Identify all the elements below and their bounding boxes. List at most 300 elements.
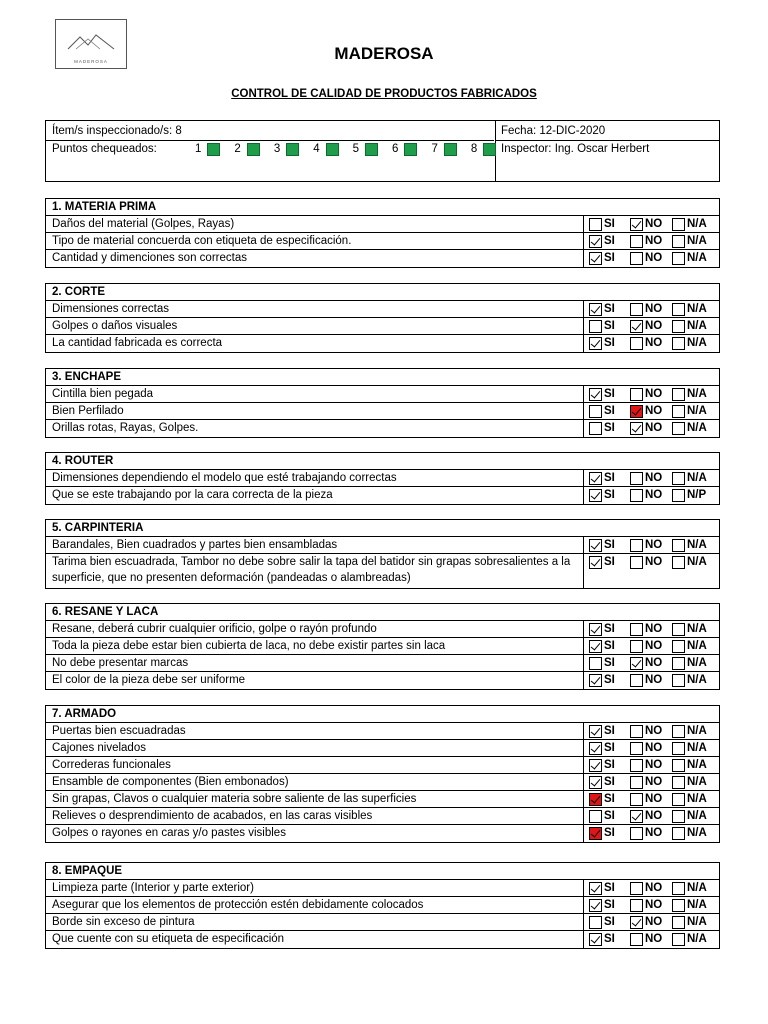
checklist-item-text: Que se este trabajando por la cara correcta de la pieza bbox=[52, 489, 333, 501]
point-item bbox=[313, 142, 338, 156]
option-label: SI bbox=[604, 640, 615, 652]
option-no bbox=[630, 932, 672, 946]
option-label: NO bbox=[645, 623, 663, 635]
row-divider bbox=[583, 216, 584, 232]
checklist-row bbox=[46, 386, 719, 403]
option-label: N/A bbox=[687, 657, 707, 669]
answer-options bbox=[589, 251, 707, 265]
option-label: N/A bbox=[687, 759, 707, 771]
option-na bbox=[672, 809, 707, 823]
checklist-section bbox=[45, 519, 720, 589]
option-label: N/A bbox=[687, 640, 707, 652]
checkbox-si[interactable] bbox=[589, 252, 602, 265]
option-label: N/A bbox=[687, 742, 707, 754]
option-label: SI bbox=[604, 320, 615, 332]
checklist-item-text: No debe presentar marcas bbox=[52, 657, 189, 669]
answer-options bbox=[589, 639, 707, 653]
checkbox-na[interactable] bbox=[672, 539, 685, 552]
option-no bbox=[630, 639, 672, 653]
row-divider bbox=[583, 808, 584, 824]
option-label: SI bbox=[604, 218, 615, 230]
checkbox-si[interactable] bbox=[589, 218, 602, 231]
checklist-row bbox=[46, 791, 719, 808]
point-checkbox[interactable] bbox=[483, 143, 496, 156]
option-label: N/A bbox=[687, 674, 707, 686]
checkbox-na[interactable] bbox=[672, 388, 685, 401]
checkbox-si[interactable] bbox=[589, 539, 602, 552]
checklist-section bbox=[45, 452, 720, 505]
checkbox-na[interactable] bbox=[672, 810, 685, 823]
checklist-item-text: Dimensiones correctas bbox=[52, 303, 169, 315]
option-no bbox=[630, 758, 672, 772]
checkbox-si[interactable] bbox=[589, 742, 602, 755]
option-no bbox=[630, 898, 672, 912]
checkbox-si[interactable] bbox=[589, 472, 602, 485]
option-label: SI bbox=[604, 793, 615, 805]
checkbox-na[interactable] bbox=[672, 489, 685, 502]
row-divider bbox=[583, 757, 584, 773]
row-divider bbox=[583, 537, 584, 553]
answer-options bbox=[589, 336, 707, 350]
checkbox-no[interactable] bbox=[630, 793, 643, 806]
option-label: NO bbox=[645, 405, 663, 417]
checklist-item-text: Daños del material (Golpes, Rayas) bbox=[52, 218, 235, 230]
checkbox-no[interactable] bbox=[630, 742, 643, 755]
checkbox-si[interactable] bbox=[589, 337, 602, 350]
option-label: N/A bbox=[687, 810, 707, 822]
point-number: 8 bbox=[470, 143, 478, 155]
checkbox-no[interactable] bbox=[630, 320, 643, 333]
answer-options bbox=[589, 809, 707, 823]
checkbox-si[interactable] bbox=[589, 882, 602, 895]
checkbox-no[interactable] bbox=[630, 472, 643, 485]
checkbox-no[interactable] bbox=[630, 759, 643, 772]
checkbox-si[interactable] bbox=[589, 657, 602, 670]
option-label: N/A bbox=[687, 218, 707, 230]
section-title: 1. MATERIA PRIMA bbox=[46, 199, 719, 216]
checkbox-na[interactable] bbox=[672, 725, 685, 738]
option-label: SI bbox=[604, 776, 615, 788]
checklist-item-text: Tipo de material concuerda con etiqueta de especificación. bbox=[52, 235, 352, 247]
row-divider bbox=[583, 672, 584, 689]
point-item bbox=[471, 142, 496, 156]
checklist-row bbox=[46, 723, 719, 740]
point-checkbox[interactable] bbox=[286, 143, 299, 156]
checklist-item-text: Ensamble de componentes (Bien embonados) bbox=[52, 776, 289, 788]
checkbox-no[interactable] bbox=[630, 405, 643, 418]
checkbox-no[interactable] bbox=[630, 827, 643, 840]
checkbox-na[interactable] bbox=[672, 742, 685, 755]
checkbox-no[interactable] bbox=[630, 303, 643, 316]
option-label: N/A bbox=[687, 303, 707, 315]
option-label: NO bbox=[645, 776, 663, 788]
checkbox-na[interactable] bbox=[672, 303, 685, 316]
option-na bbox=[672, 555, 707, 569]
answer-options bbox=[589, 217, 707, 231]
answer-options bbox=[589, 932, 707, 946]
option-label: SI bbox=[604, 916, 615, 928]
option-label: NO bbox=[645, 674, 663, 686]
option-label: SI bbox=[604, 674, 615, 686]
checklist-row bbox=[46, 233, 719, 250]
option-na bbox=[672, 673, 707, 687]
option-label: SI bbox=[604, 899, 615, 911]
option-label: SI bbox=[604, 489, 615, 501]
row-divider bbox=[583, 791, 584, 807]
answer-options bbox=[589, 387, 707, 401]
checkbox-na[interactable] bbox=[672, 933, 685, 946]
checkbox-si[interactable] bbox=[589, 933, 602, 946]
checkbox-na[interactable] bbox=[672, 422, 685, 435]
checkbox-na[interactable] bbox=[672, 916, 685, 929]
answer-options bbox=[589, 421, 707, 435]
row-divider bbox=[583, 301, 584, 317]
checkbox-na[interactable] bbox=[672, 674, 685, 687]
option-na bbox=[672, 792, 707, 806]
option-label: SI bbox=[604, 388, 615, 400]
checkbox-no[interactable] bbox=[630, 489, 643, 502]
checkbox-na[interactable] bbox=[672, 472, 685, 485]
option-no bbox=[630, 319, 672, 333]
checkbox-no[interactable] bbox=[630, 674, 643, 687]
row-divider bbox=[583, 655, 584, 671]
checkbox-na[interactable] bbox=[672, 759, 685, 772]
checkbox-no[interactable] bbox=[630, 657, 643, 670]
checkbox-si[interactable] bbox=[589, 489, 602, 502]
option-na bbox=[672, 319, 707, 333]
checkbox-si[interactable] bbox=[589, 759, 602, 772]
checklist-row bbox=[46, 487, 719, 504]
page-title: MADEROSA bbox=[334, 44, 434, 63]
checklist-item-text: Golpes o daños visuales bbox=[52, 320, 178, 332]
option-label: N/A bbox=[687, 337, 707, 349]
point-checkbox[interactable] bbox=[247, 143, 260, 156]
row-divider bbox=[583, 740, 584, 756]
checkbox-no[interactable] bbox=[630, 235, 643, 248]
option-si bbox=[589, 387, 630, 401]
checkbox-no[interactable] bbox=[630, 916, 643, 929]
checkbox-no[interactable] bbox=[630, 252, 643, 265]
checklist-item-text: Cintilla bien pegada bbox=[52, 388, 154, 400]
point-checkbox[interactable] bbox=[444, 143, 457, 156]
option-na bbox=[672, 639, 707, 653]
checklist-section bbox=[45, 603, 720, 690]
row-divider bbox=[583, 554, 584, 588]
option-si bbox=[589, 792, 630, 806]
option-label: NO bbox=[645, 759, 663, 771]
point-item bbox=[274, 142, 299, 156]
checklist-row bbox=[46, 880, 719, 897]
option-label: N/A bbox=[687, 320, 707, 332]
option-si bbox=[589, 319, 630, 333]
answer-options bbox=[589, 673, 707, 687]
checkbox-si[interactable] bbox=[589, 827, 602, 840]
option-label: SI bbox=[604, 422, 615, 434]
option-si bbox=[589, 775, 630, 789]
checklist-row bbox=[46, 655, 719, 672]
point-checkbox[interactable] bbox=[404, 143, 417, 156]
option-na bbox=[672, 488, 706, 502]
option-no bbox=[630, 302, 672, 316]
checklist-row bbox=[46, 825, 719, 842]
point-number: 5 bbox=[352, 143, 360, 155]
option-si bbox=[589, 809, 630, 823]
option-no bbox=[630, 881, 672, 895]
point-number: 7 bbox=[431, 143, 438, 155]
option-si bbox=[589, 673, 630, 687]
row-divider bbox=[583, 318, 584, 334]
section-title: 2. CORTE bbox=[46, 284, 719, 301]
row-divider bbox=[583, 638, 584, 654]
point-number: 2 bbox=[234, 143, 241, 155]
section-title: 3. ENCHAPE bbox=[46, 369, 719, 386]
answer-options bbox=[589, 471, 707, 485]
option-label: N/A bbox=[687, 899, 707, 911]
option-label: N/A bbox=[687, 556, 707, 568]
option-label: NO bbox=[645, 899, 663, 911]
option-label: N/A bbox=[687, 882, 707, 894]
option-no bbox=[630, 404, 672, 418]
option-na bbox=[672, 758, 707, 772]
option-si bbox=[589, 932, 630, 946]
option-label: NO bbox=[645, 422, 663, 434]
option-na bbox=[672, 234, 707, 248]
section-title: 5. CARPINTERIA bbox=[46, 520, 719, 537]
checkbox-no[interactable] bbox=[630, 556, 643, 569]
point-number: 1 bbox=[195, 143, 202, 155]
inspection-header bbox=[45, 120, 720, 182]
point-checkbox[interactable] bbox=[207, 143, 220, 156]
checkbox-si[interactable] bbox=[589, 623, 602, 636]
checkbox-na[interactable] bbox=[672, 793, 685, 806]
option-na bbox=[672, 741, 707, 755]
option-label: NO bbox=[645, 320, 663, 332]
option-si bbox=[589, 826, 630, 840]
checklist-item-text: Que cuente con su etiqueta de especificación bbox=[52, 933, 285, 945]
checkbox-na[interactable] bbox=[672, 623, 685, 636]
checkbox-no[interactable] bbox=[630, 725, 643, 738]
option-label: SI bbox=[604, 252, 615, 264]
option-si bbox=[589, 656, 630, 670]
answer-options bbox=[589, 234, 707, 248]
checkbox-no[interactable] bbox=[630, 933, 643, 946]
checkbox-si[interactable] bbox=[589, 320, 602, 333]
checklist-item-text: Cajones nivelados bbox=[52, 742, 146, 754]
row-divider bbox=[583, 470, 584, 486]
option-label: NO bbox=[645, 556, 663, 568]
option-label: NO bbox=[645, 235, 663, 247]
checkbox-no[interactable] bbox=[630, 422, 643, 435]
date-field: Fecha: 12-DIC-2020 bbox=[501, 125, 606, 137]
checkbox-na[interactable] bbox=[672, 218, 685, 231]
page-subtitle: CONTROL DE CALIDAD DE PRODUCTOS FABRICADOS bbox=[231, 88, 537, 100]
checkbox-na[interactable] bbox=[672, 405, 685, 418]
option-no bbox=[630, 336, 672, 350]
option-si bbox=[589, 915, 630, 929]
checklist-row bbox=[46, 774, 719, 791]
option-na bbox=[672, 387, 707, 401]
checkbox-si[interactable] bbox=[589, 235, 602, 248]
checkbox-si[interactable] bbox=[589, 899, 602, 912]
checkbox-si[interactable] bbox=[589, 916, 602, 929]
row-divider bbox=[583, 487, 584, 504]
checkbox-na[interactable] bbox=[672, 252, 685, 265]
answer-options bbox=[589, 881, 707, 895]
option-no bbox=[630, 217, 672, 231]
checkbox-no[interactable] bbox=[630, 640, 643, 653]
option-label: NO bbox=[645, 337, 663, 349]
checkbox-no[interactable] bbox=[630, 776, 643, 789]
checklist-item-text: La cantidad fabricada es correcta bbox=[52, 337, 223, 349]
option-label: N/A bbox=[687, 388, 707, 400]
option-label: SI bbox=[604, 810, 615, 822]
answer-options bbox=[589, 404, 707, 418]
option-label: N/A bbox=[687, 623, 707, 635]
option-label: NO bbox=[645, 725, 663, 737]
option-na bbox=[672, 915, 707, 929]
checklist-item-text: Sin grapas, Clavos o cualquier materia sobre saliente de las superficies bbox=[52, 793, 417, 805]
checklist-row bbox=[46, 621, 719, 638]
option-label: N/A bbox=[687, 472, 707, 484]
checkbox-si[interactable] bbox=[589, 388, 602, 401]
checkbox-na[interactable] bbox=[672, 235, 685, 248]
row-divider bbox=[583, 897, 584, 913]
option-si bbox=[589, 251, 630, 265]
checkbox-si[interactable] bbox=[589, 640, 602, 653]
option-na bbox=[672, 724, 707, 738]
option-label: N/A bbox=[687, 933, 707, 945]
option-label: NO bbox=[645, 827, 663, 839]
checkbox-na[interactable] bbox=[672, 320, 685, 333]
point-checkbox[interactable] bbox=[326, 143, 339, 156]
option-no bbox=[630, 387, 672, 401]
checkbox-no[interactable] bbox=[630, 337, 643, 350]
option-no bbox=[630, 775, 672, 789]
checklist-row bbox=[46, 740, 719, 757]
row-divider bbox=[583, 420, 584, 437]
option-si bbox=[589, 724, 630, 738]
answer-options bbox=[589, 915, 707, 929]
checklist-item-text: Cantidad y dimenciones son correctas bbox=[52, 252, 247, 264]
checkbox-si[interactable] bbox=[589, 810, 602, 823]
point-checkbox[interactable] bbox=[365, 143, 378, 156]
checkbox-na[interactable] bbox=[672, 337, 685, 350]
checkbox-na[interactable] bbox=[672, 899, 685, 912]
option-label: SI bbox=[604, 539, 615, 551]
row-divider bbox=[583, 250, 584, 267]
checklist-item-text: Limpieza parte (Interior y parte exterior) bbox=[52, 882, 254, 894]
answer-options bbox=[589, 792, 707, 806]
option-label: N/A bbox=[687, 793, 707, 805]
option-na bbox=[672, 932, 707, 946]
checkbox-si[interactable] bbox=[589, 405, 602, 418]
option-no bbox=[630, 538, 672, 552]
checklist-item-text: Puertas bien escuadradas bbox=[52, 725, 186, 737]
checklist-item-text: Asegurar que los elementos de protección estén debidamente colocados bbox=[52, 899, 424, 911]
checklist-row bbox=[46, 335, 719, 352]
header-row-divider-right bbox=[495, 140, 719, 141]
checklist-row bbox=[46, 403, 719, 420]
option-si bbox=[589, 538, 630, 552]
option-label: SI bbox=[604, 882, 615, 894]
checklist-item-text: Bien Perfilado bbox=[52, 405, 124, 417]
option-si bbox=[589, 404, 630, 418]
checkbox-si[interactable] bbox=[589, 793, 602, 806]
option-no bbox=[630, 792, 672, 806]
checkbox-na[interactable] bbox=[672, 640, 685, 653]
checkbox-si[interactable] bbox=[589, 556, 602, 569]
option-na bbox=[672, 538, 707, 552]
checkbox-na[interactable] bbox=[672, 827, 685, 840]
option-si bbox=[589, 471, 630, 485]
checkbox-na[interactable] bbox=[672, 556, 685, 569]
option-label: SI bbox=[604, 235, 615, 247]
checkbox-na[interactable] bbox=[672, 657, 685, 670]
section-title: 8. EMPAQUE bbox=[46, 863, 719, 880]
checklist-item-text: Barandales, Bien cuadrados y partes bien ensambladas bbox=[52, 539, 338, 551]
row-divider bbox=[583, 774, 584, 790]
checkbox-si[interactable] bbox=[589, 776, 602, 789]
checkbox-no[interactable] bbox=[630, 539, 643, 552]
checkbox-no[interactable] bbox=[630, 810, 643, 823]
row-divider bbox=[583, 825, 584, 842]
row-divider bbox=[583, 233, 584, 249]
option-na bbox=[672, 471, 707, 485]
answer-options bbox=[589, 656, 707, 670]
checklist-item-text: Toda la pieza debe estar bien cubierta de laca, no debe existir partes sin laca bbox=[52, 640, 446, 652]
answer-options bbox=[589, 826, 707, 840]
point-number: 3 bbox=[273, 143, 281, 155]
checkbox-no[interactable] bbox=[630, 623, 643, 636]
option-si bbox=[589, 336, 630, 350]
checkbox-na[interactable] bbox=[672, 776, 685, 789]
point-item bbox=[353, 142, 378, 156]
points-checked-list bbox=[195, 142, 510, 156]
checkbox-si[interactable] bbox=[589, 674, 602, 687]
option-label: N/A bbox=[687, 776, 707, 788]
option-si bbox=[589, 555, 630, 569]
checkbox-na[interactable] bbox=[672, 882, 685, 895]
checklist-row bbox=[46, 216, 719, 233]
checkbox-si[interactable] bbox=[589, 422, 602, 435]
option-no bbox=[630, 809, 672, 823]
option-label: NO bbox=[645, 810, 663, 822]
checkbox-si[interactable] bbox=[589, 303, 602, 316]
option-no bbox=[630, 826, 672, 840]
option-label: SI bbox=[604, 303, 615, 315]
point-number: 4 bbox=[313, 143, 320, 155]
answer-options bbox=[589, 741, 707, 755]
option-na bbox=[672, 775, 707, 789]
points-checked-label: Puntos chequeados: bbox=[52, 143, 157, 155]
checkbox-no[interactable] bbox=[630, 388, 643, 401]
checkbox-no[interactable] bbox=[630, 882, 643, 895]
row-divider bbox=[583, 931, 584, 948]
answer-options bbox=[589, 488, 706, 502]
checkbox-no[interactable] bbox=[630, 899, 643, 912]
option-label: SI bbox=[604, 472, 615, 484]
option-label: N/A bbox=[687, 725, 707, 737]
option-label: NO bbox=[645, 489, 663, 501]
option-label: SI bbox=[604, 933, 615, 945]
option-label: SI bbox=[604, 657, 615, 669]
checklist-row bbox=[46, 897, 719, 914]
checklist-item-text: Tarima bien escuadrada, Tambor no debe sobre salir la tapa del batidor sin grapas sobresalientes a la superficie, que no presenten deformación (pandeadas o alambreadas) bbox=[52, 556, 571, 584]
checkbox-no[interactable] bbox=[630, 218, 643, 231]
checkbox-si[interactable] bbox=[589, 725, 602, 738]
checklist-section bbox=[45, 705, 720, 843]
checklist-item-text: Correderas funcionales bbox=[52, 759, 171, 771]
